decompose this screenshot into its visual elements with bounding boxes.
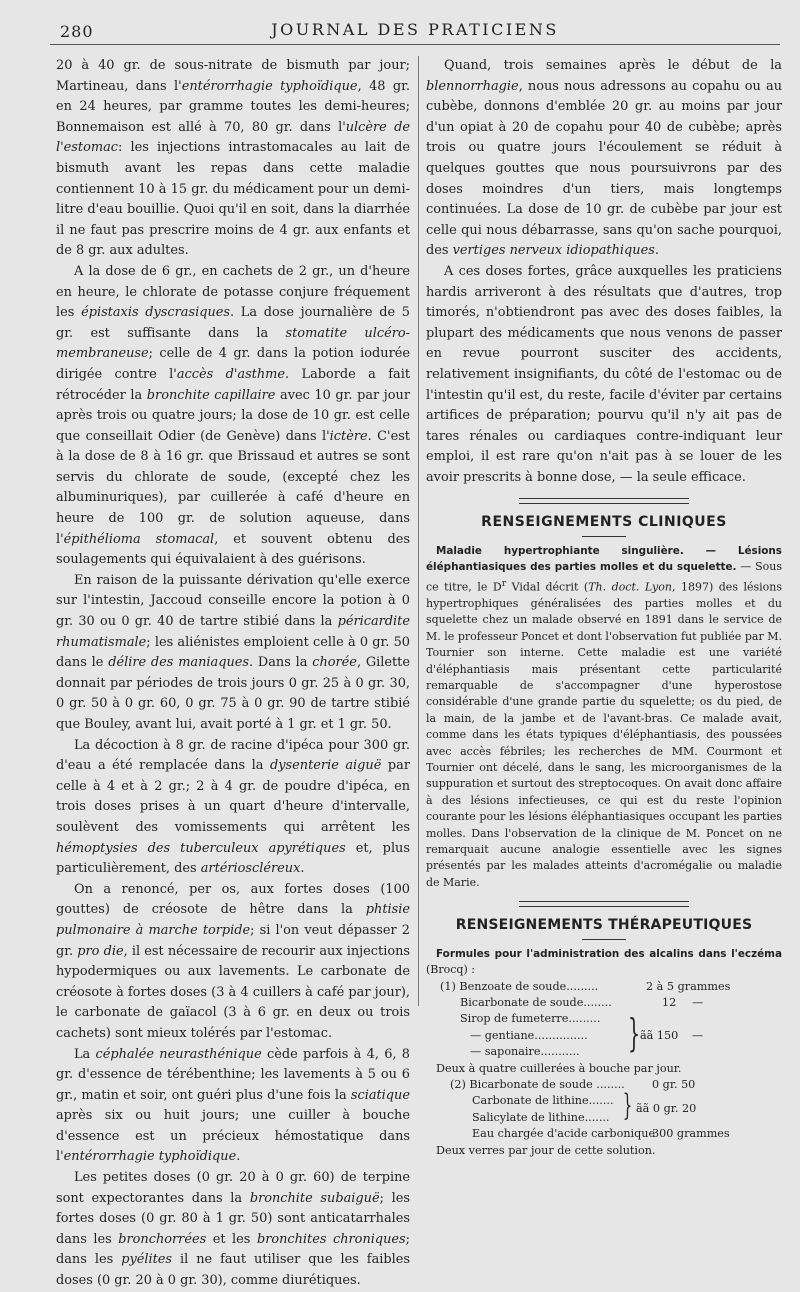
formula-line: Bicarbonate de soude........ 12 — xyxy=(460,996,704,1010)
formula-note: Deux à quatre cuillerées à bouche par jour. xyxy=(436,1061,682,1075)
paragraph: Maladie hypertrophiante singulière. — Lésions éléphantiasiques des parties molles et du squelette. — Sous ce titre, le $D^r$ Vidal décrit (Th. doct. Lyon, 1897) des lésions hypertrophiques généralisées des parties molles et du squelette chez un malade observé en 1891 dans le service de M. le professeur Poncet et dont l'observation fut publiée par M. Tournier son interne. Cette maladie est une variété d'éléphantiasis mais présentant cette particularité remarquable de s'accompagner d'une hyperostose considérable d'une grande partie du squelette; os du pied, de la main, de la jambe et de l'avant-bras. Ce malade avait, comme dans les états typiques d'éléphantiasis, des poussées avec accès fébriles; les recherches de MM. Courmont et Tournier ont décelé, dans le sang, les microorganismes de la suppuration et surtout des streptocoques. On avait donc affaire à des lésions infectieuses, ce qui est du reste l'opinion courante pour les lésions éléphantiasiques occupant les parties molles. Dans l'observation de la clinique de M. Poncet on ne remarquait aucune analogie essentielle avec les signes présentés par les malades atteints d'acromégalie ou maladie de Marie. xyxy=(426,545,783,889)
paragraph: Les petites doses (0 gr. 20 à 0 gr. 60) de terpine sont expectorantes dans la bronchite subaiguë; les fortes doses (0 gr. 80 à 1 gr. 50) sont anticatarrhales dans les bronchorrées et les bronchites chroniques; dans les pyélites il ne faut utiliser que les faibles doses (0 gr. 20 à 0 gr. 30), comme diurétiques. xyxy=(56,1170,411,1289)
column-divider xyxy=(418,56,419,1006)
section-title-cliniques: RENSEIGNEMENTS CLINIQUES xyxy=(481,514,727,531)
formula-line: — saponaire........... xyxy=(470,1045,580,1059)
section-separator xyxy=(519,498,689,504)
formula-block xyxy=(426,979,782,1159)
page-number: 280 xyxy=(60,22,94,41)
brace-mark: } xyxy=(628,1010,641,1055)
journal-title: JOURNAL DES PRATICIENS xyxy=(271,20,559,39)
formula-line: Eau chargée d'acide carbonique 300 grammes xyxy=(472,1127,730,1141)
header-rule xyxy=(50,44,780,45)
title-underline xyxy=(582,536,626,537)
cliniques-body xyxy=(426,543,782,891)
formula-line: Salicylate de lithine....... xyxy=(472,1110,610,1124)
paragraph: Quand, trois semaines après le début de la blennorrhagie, nous nous adressons au copahu ou au cubèbe, donnons d'emblée 20 gr. au moins par jour d'un opiat à 20 de copahu pour 40 de cubèbe; après trois ou quatre jours l'écoulement se réduit à quelques gouttes que nous poursuivrons par des doses moindres d'un tiers, mais longtemps continuées. La dose de 10 gr. de cubèbe par jour est celle qui nous débarrasse, sans qu'on sache pourquoi, des vertiges nerveux idiopathiques. xyxy=(426,58,782,259)
paragraph: En raison de la puissante dérivation qu'elle exerce sur l'intestin, Jaccoud conseille encore la potion à 0 gr. 30 ou 0 gr. 40 de tartre stibié dans la péricardite rhumatismale; les aliénistes emploient celle à 0 gr. 50 dans le délire des maniaques. Dans la chorée, Gilette donnait par périodes de trois jours 0 gr. 25 à 0 gr. 30, 0 gr. 50 à 0 gr. 60, 0 gr. 75 à 0 gr. 90 de tartre stibié que Bouley, avant lui, avait porté à 1 gr. et 1 gr. 50. xyxy=(56,572,410,732)
paragraph: La décoction à 8 gr. de racine d'ipéca pour 300 gr. d'eau a été remplacée dans la dysenterie aiguë par celle à 4 et à 2 gr.; 2 à 4 gr. de poudre d'ipéca, en trois doses prises à un quart d'heure d'intervalle, soulèvent des vomissements qui arrêtent les hémoptysies des tuberculeux apyrétiques et, plus particulièrement, des artérioscléreux. xyxy=(56,737,411,877)
formula-line: (2) Bicarbonate de soude ........ 0 gr. 50 xyxy=(450,1078,696,1091)
section-title-therapeutiques: RENSEIGNEMENTS THÉRAPEUTIQUES xyxy=(455,917,753,934)
title-underline xyxy=(582,939,626,940)
paragraph: On a renoncé, per os, aux fortes doses (100 gouttes) de créosote de hêtre dans la phtisie pulmonaire à marche torpide; si l'on veut dépasser 2 gr. pro die, il est nécessaire de recourir aux injections hypodermiques ou aux lavements. Le carbonate de créosote à fortes doses (3 à 4 cuillers à café par jour), le carbonate de gaïacol (3 à 6 gr. en deux ou trois cachets) sont mieux tolérés par l'estomac. xyxy=(56,881,411,1041)
left-column xyxy=(56,56,410,1292)
formula-line: Sirop de fumeterre......... xyxy=(460,1012,601,1026)
formula-line: — gentiane............... } ãã 150 — xyxy=(470,1010,704,1055)
paragraph: La céphalée neurasthénique cède parfois à 4, 6, 8 gr. d'essence de térébenthine; les lavements à 5 ou 6 gr., matin et soir, ont guéri plus d'une fois la sciatique après six ou huit jours; une cuiller à bouche d'essence est un précieux hémostatique dans l'entérorrhagie typhoïdique. xyxy=(56,1046,410,1165)
therapeutiques-intro xyxy=(426,946,782,979)
paragraph: Formules pour l'administration des alcalins dans l'eczéma (Brocq) : xyxy=(426,947,782,977)
formula-note: Deux verres par jour de cette solution. xyxy=(436,1143,656,1157)
formula-line: (1) Benzoate de soude......... 2 à 5 grammes xyxy=(440,979,731,993)
section-separator xyxy=(519,901,689,907)
paragraph: A la dose de 6 gr., en cachets de 2 gr., un d'heure en heure, le chlorate de potasse conjure fréquement les épistaxis dyscrasiques. La dose journalière de 5 gr. est suffisante dans la stomatite ulcéro-membraneuse; celle de 4 gr. dans la potion iodurée dirigée contre l'accès d'asthme. Laborde a fait rétrocéder la bronchite capillaire avec 10 gr. par jour après trois ou quatre jours; la dose de 10 gr. est celle que conseillait Odier (de Genève) dans l'ictère. C'est à la dose de 8 à 16 gr. que Brissaud et autres se sont servis du chlorate de soude, (excepté chez les albuminuriques), par cuillerée à café d'heure en heure de 100 gr. de solution aqueuse, dans l'épithélioma stomacal, et souvent obtenu des soulagements qui équivalaient à des guérisons. xyxy=(56,263,411,568)
page-header xyxy=(50,10,780,40)
right-column xyxy=(426,56,782,1159)
paragraph: 20 à 40 gr. de sous-nitrate de bismuth par jour; Martineau, dans l'entérorrhagie typhoïdique, 48 gr. en 24 heures, par gramme toutes les demi-heures; Bonnemaison est allé à 70, 80 gr. dans l'ulcère de l'estomac: les injections intrastomacales au lait de bismuth avant les repas dans cette maladie contiennent 10 à 15 gr. du médicament pour un demi-litre d'eau bouillie. Quoi qu'il en soit, dans la diarrhée il ne faut pas prescrire moins de 4 gr. aux enfants et de 8 gr. aux adultes. xyxy=(56,58,410,259)
formula-line: Carbonate de lithine....... } ãã 0 gr. 20 xyxy=(472,1088,697,1124)
paragraph: A ces doses fortes, grâce auxquelles les praticiens hardis arriveront à des résultats que d'autres, trop timorés, n'obtiendront pas avec des doses faibles, la plupart des médicaments que nous venons de passer en revue pourront susciter des accidents, relativement insignifiants, du côté de l'estomac ou de l'intestin qu'il est, du reste, facile d'éviter par certains artifices de préparation; pourvu qu'il n'y ait pas de tares rénales ou cardiaques contre-indiquant leur emploi, il est rare qu'on n'ait pas à se louer de les avoir prescrits à bonne dose, — la seule efficace. xyxy=(426,263,782,485)
brace-mark: } xyxy=(622,1088,633,1124)
